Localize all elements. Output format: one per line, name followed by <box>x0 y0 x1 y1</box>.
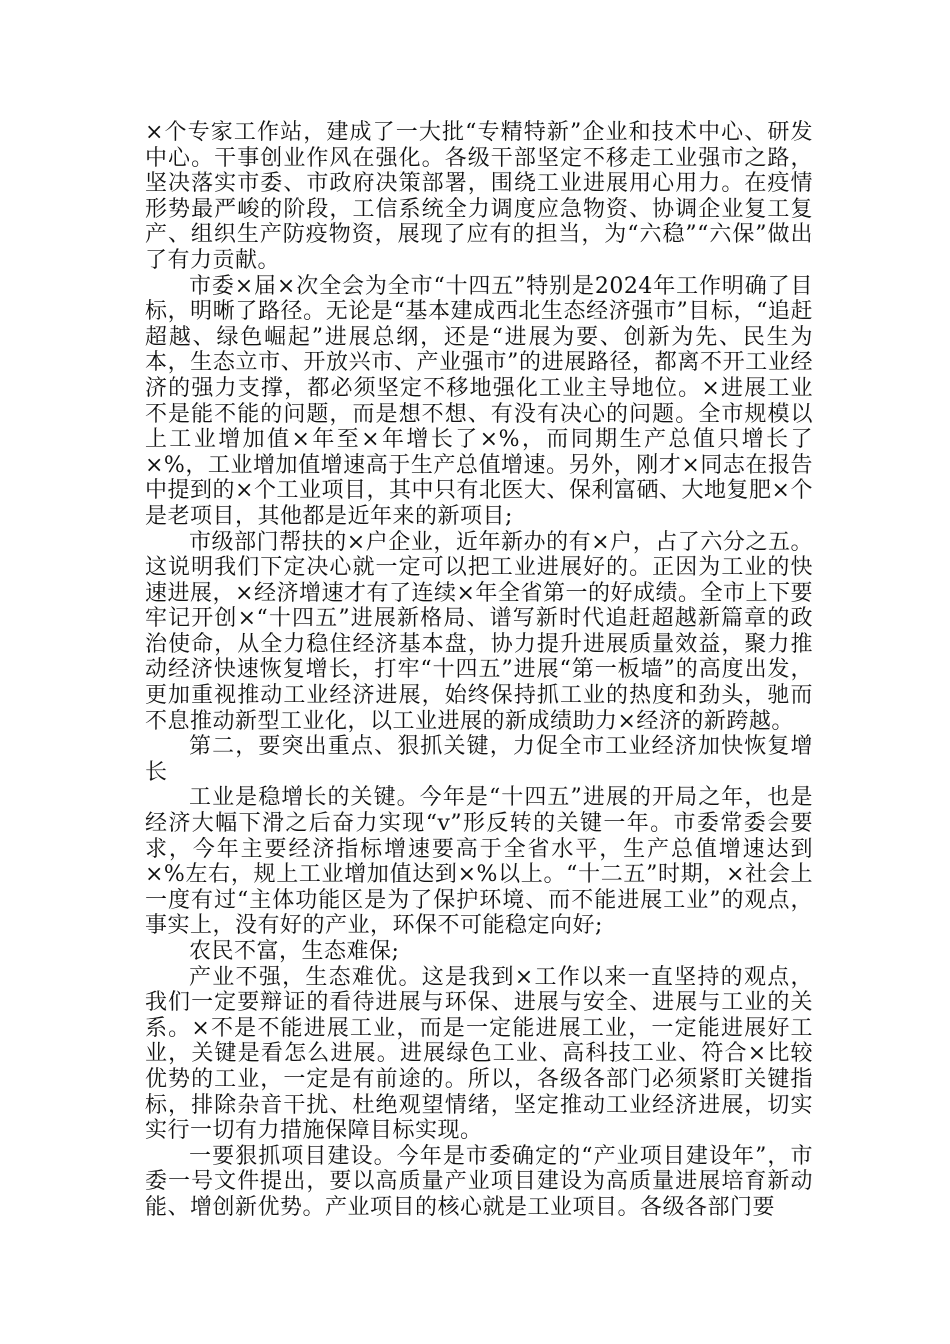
paragraph-7: 一要狠抓项目建设。今年是市委确定的“产业项目建设年”，市委一号文件提出，要以高质量产业项目建设为高质量进展培育新动能、增创新优势。产业项目的核心就是工业项目。各级各部门要 <box>145 1143 813 1220</box>
paragraph-4: 工业是稳增长的关键。今年是“十四五”进展的开局之年，也是经济大幅下滑之后奋力实现“v”形反转的关键一年。市委常委会要求，今年主要经济指标增速要高于全省水平，生产总值增速达到×%左右，规上工业增加值达到×%以上。“十二五”时期，×社会上一度有过“主体功能区是为了保护环境、而不能进展工业”的观点，事实上，没有好的产业，环保不可能稳定向好; <box>145 785 813 939</box>
paragraph-2: 市委×届×次全会为全市“十四五”特别是2024年工作明确了目标，明晰了路径。无论是“基本建成西北生态经济强市”目标，“追赶超越、绿色崛起”进展总纲，还是“进展为要、创新为先、民生为本，生态立市、开放兴市、产业强市”的进展路径，都离不开工业经济的强力支撑，都必须坚定不移地强化工业主导地位。×进展工业不是能不能的问题，而是想不想、有没有决心的问题。全市规模以上工业增加值×年至×年增长了×%，而同期生产总值只增长了×%，工业增加值增速高于生产总值增速。另外，刚才×同志在报告中提到的×个工业项目，其中只有北医大、保利富硒、大地复肥×个是老项目，其他都是近年来的新项目; <box>145 273 813 529</box>
section-heading: 第二，要突出重点、狠抓关键，力促全市工业经济加快恢复增长 <box>145 734 813 785</box>
document-body <box>145 120 813 1221</box>
paragraph-6: 产业不强，生态难优。这是我到×工作以来一直坚持的观点，我们一定要辩证的看待进展与环保、进展与安全、进展与工业的关系。×不是不能进展工业，而是一定能进展工业，一定能进展好工业，关键是看怎么进展。进展绿色工业、高科技工业、符合×比较优势的工业，一定是有前途的。所以，各级各部门必须紧盯关键指标，排除杂音干扰、杜绝观望情绪，坚定推动工业经济进展，切实实行一切有力措施保障目标实现。 <box>145 964 813 1144</box>
paragraph-1: ×个专家工作站，建成了一大批“专精特新”企业和技术中心、研发中心。干事创业作风在强化。各级干部坚定不移走工业强市之路，坚决落实市委、市政府决策部署，围绕工业进展用心用力。在疫情形势最严峻的阶段，工信系统全力调度应急物资、协调企业复工复产、组织生产防疫物资，展现了应有的担当，为“六稳”“六保”做出了有力贡献。 <box>145 120 813 273</box>
paragraph-3: 市级部门帮扶的×户企业，近年新办的有×户，占了六分之五。这说明我们下定决心就一定可以把工业进展好的。正因为工业的快速进展，×经济增速才有了连续×年全省第一的好成绩。全市上下要牢记开创×“十四五”进展新格局、谱写新时代追赶超越新篇章的政治使命，从全力稳住经济基本盘，协力提升进展质量效益，聚力推动经济快速恢复增长，打牢“十四五”进展“第一板墙”的高度出发，更加重视推动工业经济进展，始终保持抓工业的热度和劲头，驰而不息推动新型工业化，以工业进展的新成绩助力×经济的新跨越。 <box>145 529 813 734</box>
paragraph-5: 农民不富，生态难保; <box>189 939 400 964</box>
